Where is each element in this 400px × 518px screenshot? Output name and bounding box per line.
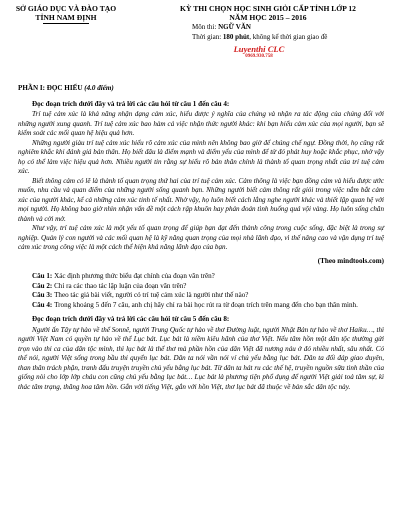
time-value: 180 phút	[222, 33, 250, 41]
stamp-phone: 0969.930.758	[245, 54, 273, 59]
subject-line	[192, 22, 327, 32]
question-label: Câu 3:	[32, 291, 55, 299]
passage-paragraph: Như vậy, trí tuệ cảm xúc là một yếu tố quan trọng để giúp bạn đạt đến thành công trong cuộc sống, đặc biệt là trong sự nghiệp. Quản lý con người và các mối quan hệ là kỹ năng quan trọng của mọi nhà lãnh đạo, vì thế nâng cao và vận dụng trí tuệ cảm xúc trong công việc là một cách thể hiện khả năng lãnh đạo của bạn.	[18, 224, 384, 251]
question-label: Câu 1:	[32, 272, 55, 280]
subject-value: NGỮ VĂN	[218, 23, 251, 31]
part1-title	[18, 84, 384, 94]
passage-source: (Theo mindtools.com)	[317, 256, 384, 265]
question-item	[18, 301, 384, 311]
passage-paragraph: Biết thông cảm có lẽ là thành tố quan trọng thứ hai của trí tuệ cảm xúc. Cảm thông là việc bạn đồng cảm và hiểu được ước muốn, nhu cầu và quan điểm của những người sống quanh bạn. Những người biết cảm thông rất giỏi trong việc nắm bắt cảm xúc của người khác, kể cả những cảm xúc tinh tế nhất. Nhờ vậy, họ luôn biết cách lắng nghe người khác và thiết lập quan hệ với mọi người. Họ không bao giờ nhìn nhận vấn đề một cách rập khuôn hay phán đoán tình huống quá vội vàng. Họ luôn sống chân thành và cởi mở.	[18, 176, 384, 223]
passage-paragraph: Trí tuệ cảm xúc là khả năng nhận dạng cảm xúc, hiểu được ý nghĩa của chúng và nhận ra tác động của chúng đối với những người xung quanh. Trí tuệ cảm xúc bao hàm cả việc nhận thức người khác: khi bạn hiểu cảm xúc của mọi người, bạn sẽ kiểm soát các mối quan hệ hiệu quả hơn.	[18, 110, 384, 137]
school-year: NĂM HỌC 2015 – 2016	[229, 13, 307, 22]
exam-title: KỲ THI CHỌN HỌC SINH GIỎI CẤP TỈNH LỚP 12	[180, 4, 356, 13]
time-note: , không kể thời gian giao đề	[249, 33, 328, 41]
watermark-stamp	[228, 45, 290, 60]
exam-meta	[192, 22, 327, 42]
passage-2	[18, 326, 384, 393]
question-text: Trong khoảng 5 đến 7 câu, anh chị hãy chỉ ra bài học rút ra từ đoạn trích trên mang đến cho bạn thân mình.	[54, 300, 358, 309]
passage-paragraph: Những người giàu trí tuệ cảm xúc hiểu rõ cảm xúc của mình nên không bao giờ để chúng chế ngự. Đồng thời, họ cũng rất nghiêm khắc khi đánh giá bản thân. Họ biết đâu là điểm mạnh và điểm yếu của mình để từ đó phát huy hoặc khắc phục, nhờ vậy họ có thể làm việc hiệu quả hơn. Nhiều người tin rằng sự hiểu rõ bản thân chính là thành tố quan trọng nhất của trí tuệ cảm xúc.	[18, 138, 384, 175]
passage-paragraph: Người ấn Tây tự hào về thể Sonnê, người Trung Quốc tự hào về thơ Đường luật, người Nhật Bản tự hào về thơ Haiku…, thì người Việt Nam có quyền tự hào về thể Lục bát. Lục bát là niềm kiêu hãnh của thơ Việt. Nếu tâm hồn một dân tộc thường gửi trọn vào thi ca của dân tộc mình, thì lục bát là thể thơ mà phần hồn của dân Việt đã nương náu ở đó nhiều nhất, sâu nhất. Có thể nói, người Việt sống trong bầu thi quyển lục bát. Dân ta nói vần nói ví chủ yếu bằng lục bát. Dân ta đối đáp giao duyên, than thân trách phận, tranh đấu truyện truyền chủ yếu bằng lục bát. Từ dân ta hát ru các thế hệ, truyền nguồn sữa tinh thần của giống nòi cho lớp lớp cháu con cũng chủ yếu bằng lục bát… Lục bát là phương tiện phổ dụng để người Việt giải toả tâm sự, kì thác tâm trạng, thăng hoa tâm hồn. Gắn với tiếng Việt, gắn với hồn Việt, thơ lục bát đã thuộc về bản sắc dân tộc này.	[18, 325, 384, 391]
question-text: Chỉ ra các thao tác lập luận của đoạn văn trên?	[54, 281, 187, 290]
stamp-name: Luyenthi CLC	[233, 44, 285, 54]
passage-1	[18, 110, 384, 253]
question-label: Câu 4:	[32, 300, 55, 309]
question-item	[18, 272, 384, 282]
question-item	[18, 291, 384, 301]
question-item	[18, 282, 384, 292]
part1-title-text: PHẦN I: ĐỌC HIỂU	[18, 84, 85, 92]
instruction-1: Đọc đoạn trích dưới đây và trả lời các câu hỏi từ câu 1 đến câu 4:	[32, 99, 230, 108]
time-line	[192, 32, 327, 42]
question-list	[18, 272, 384, 310]
issuer-underline	[43, 23, 89, 24]
issuer-line2: TỈNH NAM ĐỊNH	[35, 13, 97, 22]
issuer-line1: SỞ GIÁO DỤC VÀ ĐÀO TẠO	[15, 4, 117, 13]
question-text: Theo tác giả bài viết, người có trí tuệ cảm xúc là người như thế nào?	[54, 291, 249, 299]
subject-label: Môn thi:	[192, 23, 219, 31]
exam-content	[18, 84, 384, 392]
issuer-header	[6, 4, 126, 24]
instruction-2: Đọc đoạn trích dưới đây và trả lời các câu hỏi từ câu 5 đến câu 8:	[32, 315, 230, 323]
part1-points: (4.0 điểm)	[84, 84, 114, 92]
question-text: Xác định phương thức biểu đạt chính của đoạn văn trên?	[54, 272, 215, 280]
time-label: Thời gian:	[192, 33, 223, 41]
question-label: Câu 2:	[32, 281, 55, 290]
exam-header	[142, 4, 394, 22]
